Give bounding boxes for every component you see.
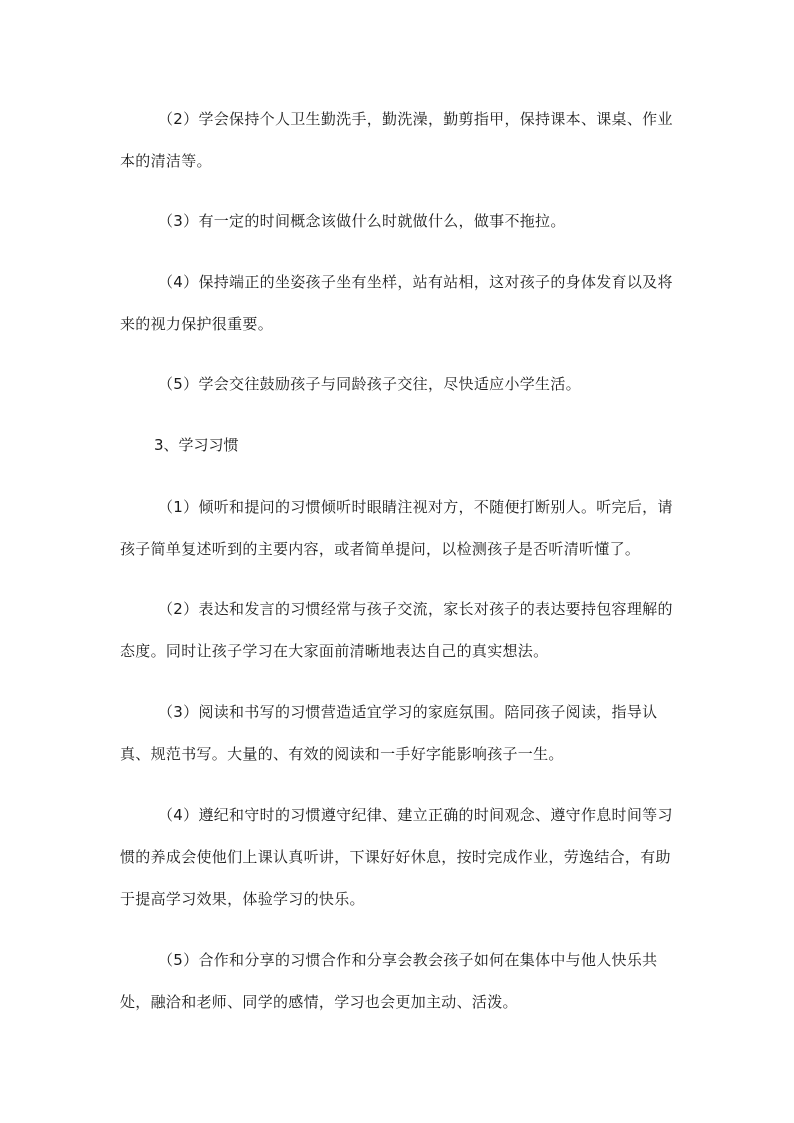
- paragraph-posture: （4）保持端正的坐姿孩子坐有坐样，站有站相，这对孩子的身体发育以及将来的视力保护很重要。: [120, 273, 673, 333]
- paragraph-discipline: （4）遵纪和守时的习惯遵守纪律、建立正确的时间观念、遵守作息时间等习惯的养成会使他们上课认真听讲，下课好好休息，按时完成作业，劳逸结合，有助于提高学习效果，体验学习的快乐。: [120, 806, 673, 908]
- paragraph-cooperation: （5）合作和分享的习惯合作和分享会教会孩子如何在集体中与他人快乐共处，融洽和老师、同学的感情，学习也会更加主动、活泼。: [120, 951, 658, 1011]
- paragraph-reading-writing: （3）阅读和书写的习惯营造适宜学习的家庭氛围。陪同孩子阅读，指导认真、规范书写。大量的、有效的阅读和一手好字能影响孩子一生。: [120, 703, 658, 763]
- paragraph-hygiene: （2）学会保持个人卫生勤洗手，勤洗澡，勤剪指甲，保持课本、课桌、作业本的清洁等。: [120, 110, 673, 170]
- paragraph-time-concept: （3）有一定的时间概念该做什么时就做什么，做事不拖拉。: [158, 212, 566, 230]
- paragraph-social: （5）学会交往鼓励孩子与同龄孩子交往，尽快适应小学生活。: [158, 375, 581, 393]
- section-heading: 3、学习习惯: [154, 436, 239, 454]
- paragraph-listening: （1）倾听和提问的习惯倾听时眼睛注视对方，不随便打断别人。听完后，请孩子简单复述听到的主要内容，或者简单提问，以检测孩子是否听清听懂了。: [120, 498, 673, 558]
- paragraph-expression: （2）表达和发言的习惯经常与孩子交流，家长对孩子的表达要持包容理解的态度。同时让孩子学习在大家面前清晰地表达自己的真实想法。: [120, 600, 673, 660]
